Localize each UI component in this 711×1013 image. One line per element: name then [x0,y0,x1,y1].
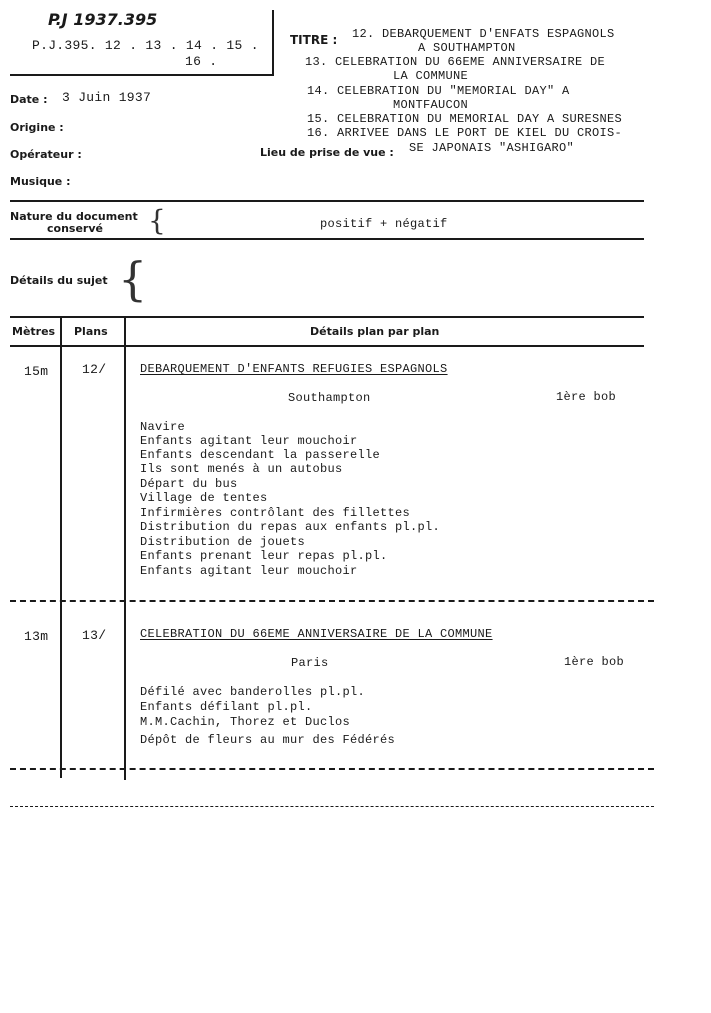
section-1-item: Enfants agitant leur mouchoir [140,434,358,448]
section-1-plan: 12/ [82,362,107,377]
section-1-item: Ils sont menés à un autobus [140,462,343,476]
section-1-item: Enfants prenant leur repas pl.pl. [140,549,388,563]
nature-label-line2: conservé [47,222,103,235]
rule-below-headers [10,345,644,347]
section-1-bob: 1ère bob [556,390,617,404]
section-2-metres: 13m [24,629,49,644]
section-2-plan: 13/ [82,628,107,643]
section-1-item: Village de tentes [140,491,268,505]
title-line-3: 13. CELEBRATION DU 66EME ANNIVERSAIRE DE [305,55,606,69]
details-sujet-brace: { [118,252,148,306]
section-1-item: Distribution de jouets [140,535,306,549]
section-1-item: Enfants descendant la passerelle [140,448,381,462]
operateur-label: Opérateur : [10,148,82,161]
col-header-metres: Mètres [12,325,56,338]
section-2-item: Enfants défilant pl.pl. [140,700,313,714]
rule-above-table [10,316,644,318]
handwritten-reference: P.J 1937.395 [48,10,158,29]
rule-above-nature [10,200,644,202]
musique-label: Musique : [10,175,71,188]
section-2-place: Paris [291,656,329,670]
section-2-item: Défilé avec banderolles pl.pl. [140,685,366,699]
section-1-title: DEBARQUEMENT D'ENFANTS REFUGIES ESPAGNOLS [140,362,448,376]
date-label: Date : [10,93,48,106]
section-separator-1 [10,600,654,602]
nature-value: positif + négatif [320,217,448,231]
titre-label: TITRE : [290,33,338,47]
section-1-item: Infirmières contrôlant des fillettes [140,506,411,520]
details-sujet-label: Détails du sujet [10,274,108,287]
col-divider-1 [60,318,62,778]
section-2-item: M.M.Cachin, Thorez et Duclos [140,715,351,729]
date-value: 3 Juin 1937 [62,90,152,105]
rule-below-nature [10,238,644,240]
section-1-item: Enfants agitant leur mouchoir [140,564,358,578]
reference-line: P.J.395. 12 . 13 . 14 . 15 . [32,38,259,53]
section-1-place: Southampton [288,391,371,405]
title-line-7: 15. CELEBRATION DU MEMORIAL DAY A SURESNES [307,112,623,126]
section-2-bob: 1ère bob [564,655,625,669]
section-2-title: CELEBRATION DU 66EME ANNIVERSAIRE DE LA COMMUNE [140,627,493,641]
section-separator-2 [10,768,654,770]
title-line-5: 14. CELEBRATION DU "MEMORIAL DAY" A [307,84,570,98]
origine-label: Origine : [10,121,64,134]
col-divider-2 [124,318,126,780]
reference-box-right [272,10,274,76]
col-header-plans: Plans [74,325,108,338]
section-1-item: Départ du bus [140,477,238,491]
section-2-item: Dépôt de fleurs au mur des Fédérés [140,733,396,747]
lieu-label: Lieu de prise de vue : [260,146,394,159]
page-bottom-dashed-rule [10,806,654,808]
title-line-2: A SOUTHAMPTON [418,41,516,55]
nature-label-line1: Nature du document [10,210,138,223]
reference-line-continued: 16 . [185,54,218,69]
title-line-6: MONTFAUCON [393,98,469,112]
section-1-metres: 15m [24,364,49,379]
title-line-4: LA COMMUNE [393,69,469,83]
title-line-1: 12. DEBARQUEMENT D'ENFATS ESPAGNOLS [352,27,615,41]
col-header-details: Détails plan par plan [310,325,440,338]
nature-brace: { [148,204,166,237]
section-1-item: Distribution du repas aux enfants pl.pl. [140,520,441,534]
section-1-item: Navire [140,420,186,434]
title-line-9: SE JAPONAIS "ASHIGARO" [409,141,575,155]
title-line-8: 16. ARRIVEE DANS LE PORT DE KIEL DU CROIS- [307,126,623,140]
reference-box-bottom [10,74,272,76]
